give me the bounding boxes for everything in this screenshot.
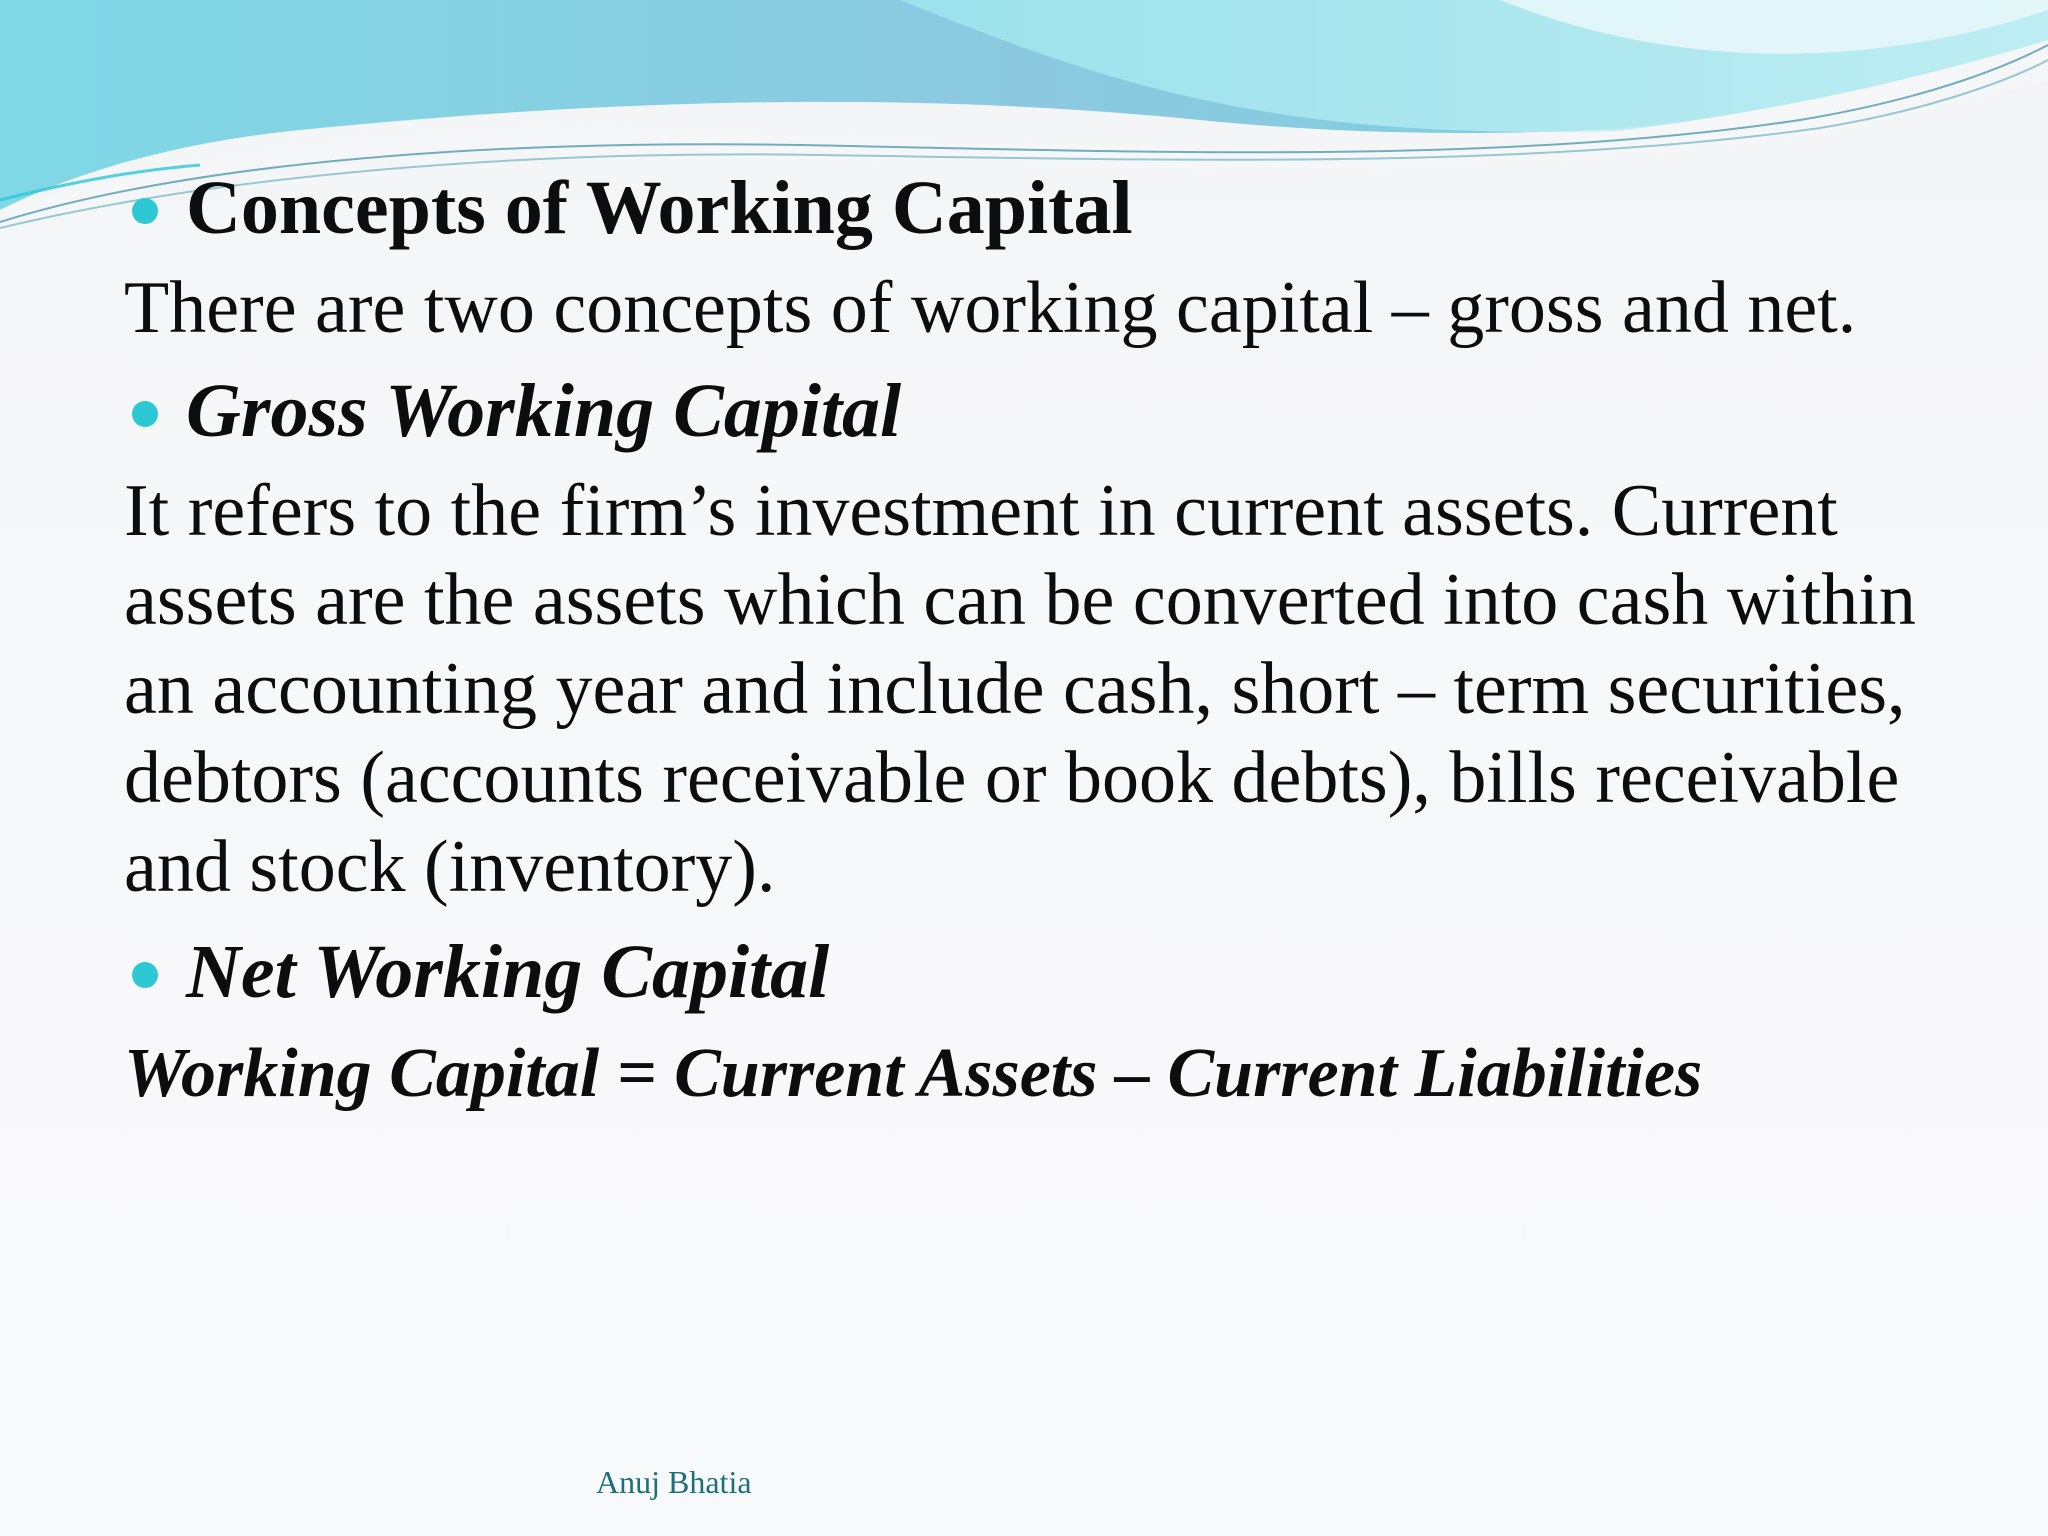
heading-text: Concepts of Working Capital	[186, 166, 1133, 250]
bullet-dot-icon	[132, 198, 158, 224]
section-heading-gross-working-capital	[124, 363, 1944, 459]
heading-text: Gross Working Capital	[186, 369, 902, 453]
footer-author: Anuj Bhatia	[596, 1464, 752, 1500]
section-body-gross-working-capital: It refers to the firm’s investment in current assets. Current assets are the assets which can be converted into cash within an accounting year and include cash, short – term securities, debtors (accounts receivable or book debts), bills receivable and stock (inventory).	[124, 470, 1916, 908]
bullet-dot-icon	[132, 962, 158, 988]
section-heading-net-working-capital	[124, 924, 1944, 1020]
slide-content	[124, 160, 1944, 1122]
heading-text: Net Working Capital	[186, 930, 830, 1014]
working-capital-formula: Working Capital = Current Assets – Current Liabilities	[124, 1035, 1703, 1112]
section-body-concepts: There are two concepts of working capital – gross and net.	[124, 267, 1857, 349]
section-heading-concepts	[124, 160, 1944, 256]
bullet-dot-icon	[132, 401, 158, 427]
